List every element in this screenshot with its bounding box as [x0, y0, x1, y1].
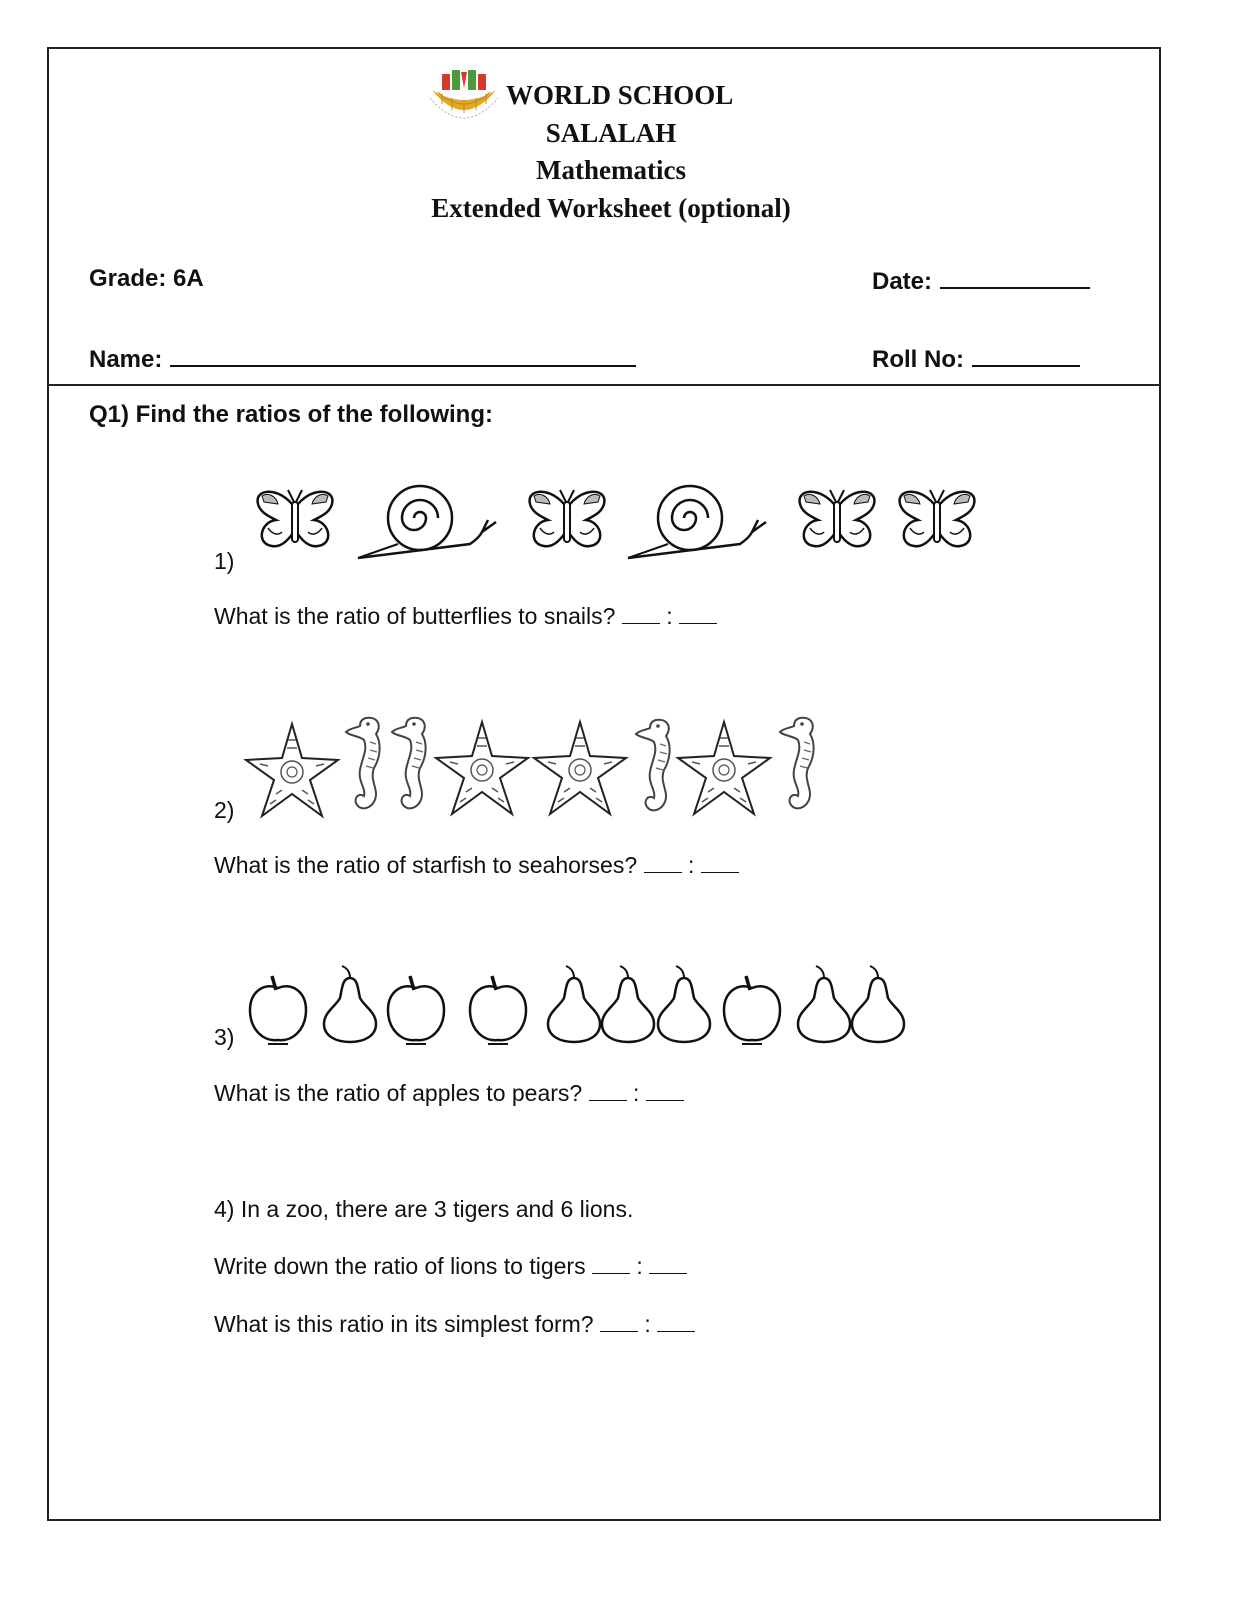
ratio-separator: : [644, 1311, 651, 1337]
item1-question-line [214, 603, 717, 630]
date-label: Date: [872, 268, 933, 295]
school-logo-icon [428, 68, 500, 120]
item1-answer-a[interactable] [622, 605, 660, 624]
apple-icon [388, 976, 444, 1044]
butterfly-icon [900, 490, 975, 546]
name-label: Name: [89, 346, 163, 373]
subject-title: Mathematics [536, 155, 686, 185]
apples-pears-row [246, 962, 911, 1047]
butterflies-snails-row [250, 480, 990, 565]
seahorse-icon [392, 718, 426, 809]
item3-question: What is the ratio of apples to pears? [214, 1080, 583, 1106]
pear-icon [798, 966, 850, 1042]
apple-icon [250, 976, 306, 1044]
item4-question-a-line [214, 1253, 687, 1280]
item2-answer-b[interactable] [701, 854, 739, 873]
item1-answer-b[interactable] [679, 605, 717, 624]
ratio-separator: : [636, 1253, 643, 1279]
roll-blank[interactable] [972, 343, 1080, 367]
item2-question: What is the ratio of starfish to seahorses? [214, 852, 638, 878]
seahorse-icon [346, 718, 380, 809]
item2-question-line [214, 852, 739, 879]
item3-number: 3) [214, 1024, 235, 1050]
pear-icon [658, 966, 710, 1042]
butterfly-icon [800, 490, 875, 546]
item4-statement: 4) In a zoo, there are 3 tigers and 6 lions. [214, 1196, 634, 1222]
snail-icon [628, 486, 766, 558]
seahorse-icon [780, 718, 814, 809]
item3-question-line [214, 1080, 684, 1107]
pear-icon [602, 966, 654, 1042]
pear-icon [852, 966, 904, 1042]
roll-field[interactable] [872, 343, 1080, 374]
starfish-icon [534, 722, 626, 814]
date-blank[interactable] [940, 265, 1090, 289]
name-blank[interactable] [170, 343, 636, 367]
grade-label: Grade: 6A [89, 265, 204, 292]
item4a-answer-b[interactable] [649, 1255, 687, 1274]
seahorse-icon [636, 720, 670, 811]
starfish-icon [436, 722, 528, 814]
starfish-icon [678, 722, 770, 814]
snail-icon [358, 486, 496, 558]
butterfly-icon [530, 490, 605, 546]
q1-heading: Q1) Find the ratios of the following: [89, 401, 493, 428]
pear-icon [324, 966, 376, 1042]
ratio-separator: : [632, 1080, 640, 1106]
butterfly-icon [258, 490, 333, 546]
item4b-answer-a[interactable] [600, 1313, 638, 1332]
apple-icon [724, 976, 780, 1044]
item4a-answer-a[interactable] [592, 1255, 630, 1274]
item3-answer-a[interactable] [589, 1082, 627, 1101]
item3-answer-b[interactable] [646, 1082, 684, 1101]
ratio-separator: : [687, 852, 695, 878]
item4b-answer-b[interactable] [657, 1313, 695, 1332]
date-field[interactable] [872, 265, 1090, 296]
name-field[interactable] [89, 343, 636, 374]
item4-question-b-line [214, 1311, 695, 1338]
pear-icon [548, 966, 600, 1042]
item2-number: 2) [214, 797, 235, 823]
worksheet-title: Extended Worksheet (optional) [431, 193, 791, 223]
item2-answer-a[interactable] [644, 854, 682, 873]
starfish-seahorses-row [242, 712, 832, 822]
apple-icon [470, 976, 526, 1044]
item4-question-a: Write down the ratio of lions to tigers [214, 1253, 586, 1279]
item1-question: What is the ratio of butterflies to snails? [214, 603, 616, 629]
item1-number: 1) [214, 548, 235, 574]
starfish-icon [246, 724, 338, 816]
school-name-line1: WORLD SCHOOL [506, 80, 734, 110]
item4-question-b: What is this ratio in its simplest form? [214, 1311, 594, 1337]
header-divider [47, 384, 1161, 386]
school-name-line2: SALALAH [545, 118, 677, 148]
roll-label: Roll No: [872, 346, 964, 373]
ratio-separator: : [666, 603, 673, 629]
